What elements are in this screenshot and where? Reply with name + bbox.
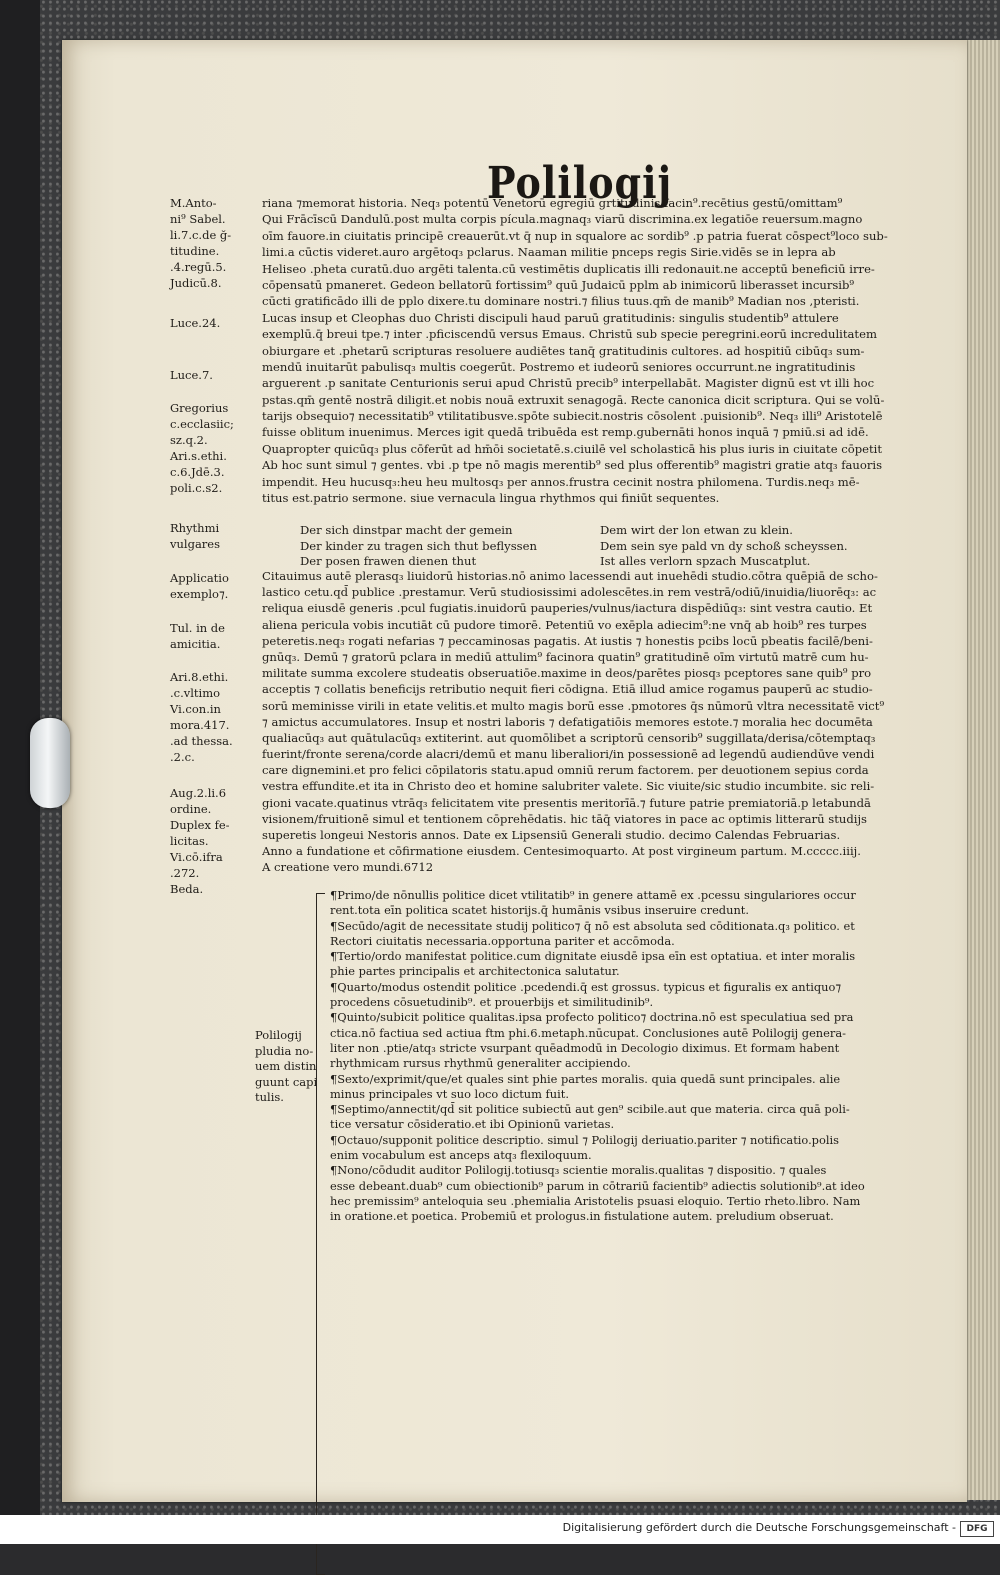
chapter-line: ¶Quinto/subicit politice qualitas.ipsa profecto politico⁊ doctrina.nō est speculatiua sed pra [330,1010,854,1025]
text-line: cūcti gratificādo illi de pplo dixere.tu dominare nostri.⁊ filius tuus.qm̄ de manib⁹ Madian nos ,pteristi. [262,294,860,309]
margin-note: sz.q.2. [170,433,208,447]
text-line: pstas.qm̄ gentē nostrā diligit.et nobis nouā extruxit senagogā. Recte canonica dicit scriptura. Qui se volū- [262,392,885,407]
page-header: Polilogij [487,156,673,209]
verse-left: Der posen frawen dienen thut [300,554,477,568]
text-line: riana ⁊memorat historia. Neq₃ potentū Venetorū egregiū grtitudinis facin⁹.recētius gestū/omittam⁹ [262,196,843,210]
text-line: impendit. Heu hucusq₃:heu heu multosq₃ per annos.frustra cecinit nostra philomena. Turdis.neq₃ mē- [262,474,860,489]
book-clasp [30,718,70,808]
margin-note: Beda. [170,882,204,896]
text-line: fuerint/fronte serena/corde alacri/demū et manu liberaliori/in possessionē ad legendū audiendūve vendi [262,747,875,762]
dfg-logo: DFG [960,1521,994,1537]
chapter-line: Rectori ciuitatis necessaria.opportuna pariter et accōmoda. [330,933,675,948]
margin-note: .c.vltimo [170,686,221,700]
toc-bracket [316,893,325,1575]
chapter-line: ¶Sexto/exprimit/que/et quales sint phie partes moralis. quia quedā sunt principales. alie [330,1071,841,1086]
verse-row [300,523,900,539]
text-line: gioni vacate.quatinus vtrāq₃ felicitatem vite presentis meritorīā.⁊ future patrie premiatoriā.p letabundā [262,795,871,810]
text-line: Lucas insup et Cleophas duo Christi discipuli haud paruū gratitudinis: singulis studentib⁹ attulere [262,310,839,325]
text-line: fuisse oblitum inuenimus. Merces igit quedā tribuēda est remp.gubernāti honos inquā ⁊ pmiū.si ad idē. [262,425,869,440]
chapter-line: ¶Quarto/modus ostendit politice .pcedendi.q̄ est grossus. typicus et figuralis ex antiquo⁊ [330,979,841,994]
margin-note: vulgares [170,537,221,551]
chapter-list [330,888,905,1225]
text-line: sorū meminisse virili in etate velitis.et multo magis borū esse .pmotores q̄s nūmorū vltra necessitatē vict⁹ [262,698,885,713]
footer-bar [0,1515,1000,1544]
chapter-line: ¶Octauo/supponit politice descriptio. simul ⁊ Polilogij deriuatio.pariter ⁊ notificatio.polis [330,1132,839,1147]
margin-note: Vi.con.in [170,702,221,716]
margin-note: Applicatio [170,571,229,585]
margin-note: Gregorius [170,401,229,415]
text-line: visionem/fruitionē simul et tentionem cōprehēdatis. hic tāq̄ viatores in pace ac optimis litterarū studijs [262,811,867,826]
chapter-line: procedens cōsuetudinib⁹. et prouerbijs et similitudinib⁹. [330,995,654,1010]
chapter-line: ¶Tertio/ordo manifestat politice.cum dignitate eiusdē ipsa eīn est optatiua. et inter moralis [330,949,856,964]
text-line: acceptis ⁊ collatis beneficijs retributio nequit fieri cōdigna. Etiā illud amice rogamus pauperū ac studio- [262,682,873,697]
sidenote-line: tulis. [255,1090,284,1104]
margin-note: poli.c.s2. [170,481,223,495]
margin-note: Duplex fe- [170,818,230,832]
chapter-line: rhythmicam rursus rhythmū generaliter accipiendo. [330,1056,631,1071]
text-line: titus est.patrio sermone. siue vernacula lingua rhythmos qui finiūt sequentes. [262,491,720,506]
sidenote-line: pludia no- [255,1043,314,1058]
text-line: qualiacūq₃ aut quātulacūq₃ extiterint. aut quomōlibet a scriptorū censorib⁹ suggillata/derisa/cōtemptaq₃ [262,730,876,745]
margin-note: ordine. [170,802,212,816]
text-line: vestra effundite.et ita in Christo deo et homine salubriter valete. Sic viuite/sic studio incumbite. sic reli- [262,779,875,794]
text-line: limi.a cūctis videret.auro argētoq₃ pclarus. Naaman militie pnceps regis Sirie.vidēs se in lepra ab [262,245,836,260]
margin-note: Ari.8.ethi. [170,670,229,684]
text-line: tarijs obsequio⁊ necessitatib⁹ vtilitatibusve.spōte subiecit.nostris cōsolent .puisionib⁹. Neq₃ illi⁹ Aristotelē [262,409,883,424]
verse-left: Der kinder zu tragen sich thut beflyssen [300,538,537,553]
chapter-line: tice versatur cōsideratio.et ibi Opinionū varietas. [330,1117,615,1132]
chapter-line: ¶Nono/cōdudit auditor Polilogij.totiusq₃ scientie moralis.qualitas ⁊ dispositio. ⁊ quales [330,1163,827,1178]
margin-note: exemplo⁊. [170,587,229,601]
margin-note: c.ecclasiic; [170,417,234,431]
text-line: exemplū.q̄ breui tpe.⁊ inter .pficiscendū versus Emaus. Christū sub specie peregrini.eorū incredulitatem [262,327,877,342]
margin-note: .ad thessa. [170,734,233,748]
margin-note: Vi.cō.ifra [170,850,223,864]
page-stack-edge [962,40,1000,1500]
verse-left: Der sich dinstpar macht der gemein [300,523,513,537]
chapter-line: ¶Septimo/annectit/qd̄ sit politice subiectū aut gen⁹ scibile.aut que materia. circa quā poli- [330,1102,850,1117]
text-line: obiurgare et .phetarū scripturas resoluere audiētes tanq̄ gratitudinis cultores. ad hospitiū cibūq₃ sum- [262,343,865,358]
verse-right: Dem wirt der lon etwan zu klein. [600,523,793,537]
margin-note: Tul. in de [170,621,225,635]
chapter-line: phie partes principalis et architectonica salutatur. [330,964,620,979]
chapter-line: ctica.nō factiua sed actiua ftm phi.6.metaph.nūcupat. Conclusiones autē Polilogij genera- [330,1025,846,1040]
sidenote-line: uem distin [255,1059,317,1073]
sidenote-line: guunt capi [255,1074,318,1089]
chapter-line: ¶Primo/de nōnullis politice dicet vtilitatib⁹ in genere attamē ex .pcessu singulariores occur [330,888,856,902]
margin-note: licitas. [170,834,209,848]
text-line: Quapropter quicūq₃ plus cōferūt ad hm̄ōi societatē.s.ciuilē vel scholasticā his plus iuris in ciuitate cōpetit [262,441,883,456]
margin-note: Luce.7. [170,368,213,382]
body-text-2 [262,568,914,876]
margin-note: ni⁹ Sabel. [170,212,226,226]
chapter-line: minus principales vt suo loco dictum fuit. [330,1086,569,1101]
margin-note: Aug.2.li.6 [170,786,227,800]
margin-note: M.Anto- [170,196,217,210]
text-line: peteretis.neq₃ rogati nefarias ⁊ peccaminosas pagatis. At iustis ⁊ honestis pcibs locū pbeatis facilē/beni- [262,633,873,648]
text-line: Citauimus autē plerasq₃ liuidorū historias.nō animo lacessendi aut inuehēdi studio.cōtra quēpiā de scho- [262,569,878,583]
chapter-sidenote [255,1028,318,1106]
text-line: cōpensatū pmaneret. Gedeon bellatorū fortissim⁹ quū Judaicū pplm ab inimicorū liberasset incursib⁹ [262,277,855,292]
text-line: lastico cetu.qd̄ publice .prestamur. Verū studiosissimi adolescētes.in rem vestrā/odiū/inuidia/liuorēq₃: ac [262,585,877,600]
text-line: arguerent .p sanitate Centurionis serui apud Christū precib⁹ interpellabāt. Magister dignū est vt illi hoc [262,376,875,391]
chapter-line: rent.tota eīn politica scatet historijs.q̄ humānis vsibus inseruire credunt. [330,903,749,918]
margin-note: Ari.s.ethi. [170,449,227,463]
chapter-line: liter non .ptie/atq₃ stricte vsurpant quēadmodū in Decologio diximus. Et formam habent [330,1040,840,1055]
text-line: reliqua eiusdē generis .pcul fugiatis.inuidorū pauperies/vulnus/iactura dispēdiūq₃: sint vestra cautio. Et [262,601,873,616]
chapter-line: in oratione.et poetica. Probemiū et prologus.in fistulatione autem. preludium obseruat. [330,1209,834,1224]
chapter-line: ¶Secūdo/agit de necessitate studij politico⁊ q̄ nō est absoluta sed cōditionata.q₃ politico. et [330,918,855,933]
margin-note: .2.c. [170,750,195,764]
text-line: ⁊ amictus accumulatores. Insup et nostri laboris ⁊ defatigatiōis memores estote.⁊ moralia hec documēta [262,714,873,729]
text-line: Qui Frācīscū Dandulū.post multa corpis pícula.magnaq₃ viarū discrimina.ex legatiōe reuersum.magno [262,212,863,227]
verse-right: Ist alles verlorn spzach Muscatplut. [600,554,811,568]
margin-note: li.7.c.de ğ- [170,228,232,242]
chapter-line: esse debeant.duab⁹ cum obiectionib⁹ parum in cōtrariū facientib⁹ adiectis solutionib⁹.at ideo [330,1178,865,1193]
margin-note: Rhythmi [170,521,220,535]
verse-row [300,539,900,555]
text-line: aliena pericula vobis incutiāt cū pudore timorē. Petentiū vo exēpla adiecim⁹:ne vnq̄ ab hoib⁹ res turpes [262,617,867,632]
verse-rhymes [300,523,900,570]
body-text [262,195,914,506]
margin-note: Judicū.8. [170,276,222,290]
text-line: Ab hoc sunt simul ⁊ gentes. vbi .p tpe nō magis merentib⁹ sed plus offerentib⁹ magistri gratie atq₃ fauoris [262,458,883,473]
text-line: gnūq₃. Demū ⁊ gratorū pclara in mediū attulim⁹ facinora quatin⁹ gratitudinē oīm virtutū matrē cum hu- [262,649,869,664]
margin-note: titudine. [170,244,220,258]
text-line: Anno a fundatione et cōfirmatione eiusdem. Centesimoquarto. At post virgineum partum. M.ccccc.iiij. [262,844,861,859]
margin-note: .4.regū.5. [170,260,227,274]
text-line: militate summa excolere studeatis obseruatiōe.maxime in deos/parētes piosq₃ pceptores sane quib⁹ pro [262,666,872,681]
margin-note: c.6.Jdē.3. [170,465,225,479]
sidenote-line: Polilogij [255,1028,302,1042]
margin-note: Luce.24. [170,316,221,330]
text-line: superetis longeui Nestoris annos. Date ex Lipsensiū Generali studio. decimo Calendas Februarias. [262,828,841,842]
text-line: Heliseo .pheta curatū.duo argēti talenta.cū vestimētis duplicatis illi redonauit.ne acceptū beneficiū irre- [262,261,875,276]
footer-credit: Digitalisierung gefördert durch die Deutsche Forschungsgemeinschaft - [562,1521,956,1534]
margin-note: amicitia. [170,637,221,651]
text-line: oīm fauore.in ciuitatis principē creauerūt.vt q̄ nup in squalore ac sordib⁹ .p patria fuerat cōspect⁹loco sub- [262,228,888,243]
text-line: mendū inuitarūt pabulisq₃ multis coegerūt. Postremo et iudeorū seniores occurrunt.ne ingratitudinis [262,359,856,374]
chapter-line: hec premissim⁹ anteloquia seu .phemialia Aristotelis psuasi eloquio. Tertio rheto.libro. Nam [330,1193,861,1208]
text-line: A creatione vero mundi.6712 [262,860,434,875]
margin-note: mora.417. [170,718,230,732]
margin-note: .272. [170,866,200,880]
verse-right: Dem sein sye pald vn dy schoß scheyssen. [600,538,848,553]
text-line: care dignemini.et pro felici cōpilatoris statu.apud omniū rerum factorem. per deuotionem sepius corda [262,763,869,778]
chapter-line: enim vocabulum est anceps atq₃ flexiloquum. [330,1148,592,1163]
